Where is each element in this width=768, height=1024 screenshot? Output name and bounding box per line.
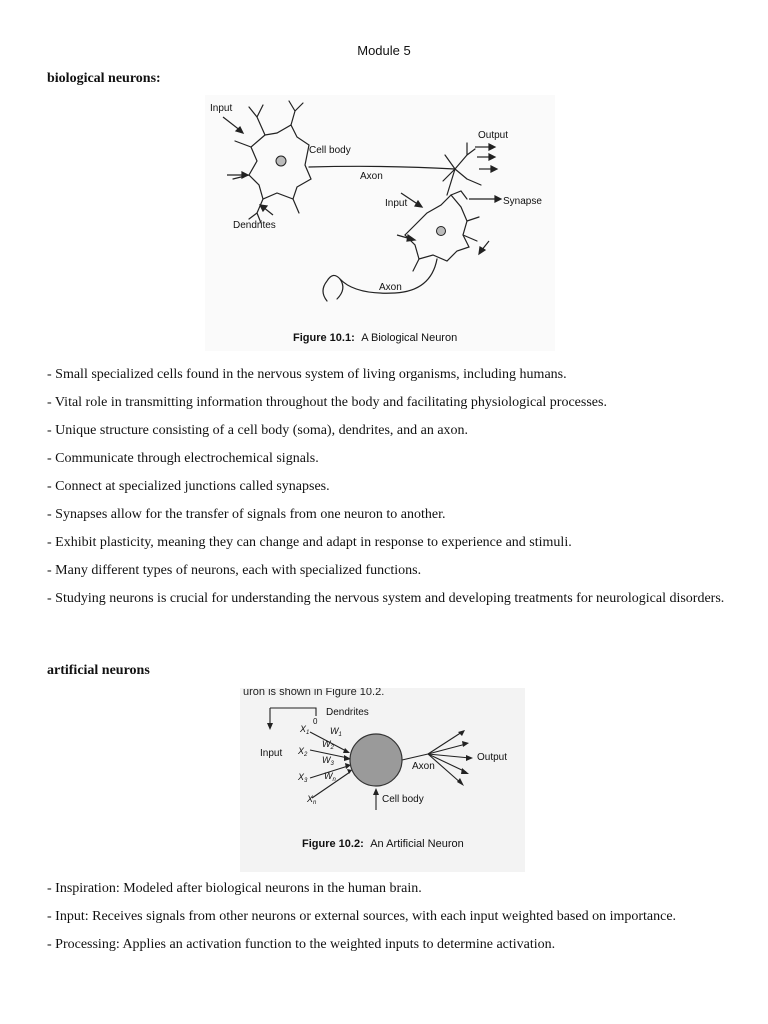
label-input: Input (260, 748, 283, 759)
svg-text:W2: $W_2$ (322, 739, 334, 751)
list-item: - Vital role in transmitting information throughout the body and facilitating physiological processes. (47, 395, 607, 410)
list-item: - Unique structure consisting of a cell body (soma), dendrites, and an axon. (47, 423, 469, 438)
label-dendrites: Dendrites (326, 707, 369, 718)
nucleus-1 (276, 156, 286, 166)
figure-10-1-caption: Figure 10.1: A Biological Neuron (293, 332, 458, 344)
module-title: Module 5 (357, 43, 411, 58)
label-cell-body: Cell body (309, 145, 351, 156)
list-item: - Synapses allow for the transfer of signals from one neuron to another. (47, 507, 446, 522)
biological-neurons-list (47, 366, 727, 618)
figure-10-2-caption: Figure 10.2: An Artificial Neuron (302, 838, 464, 850)
artificial-neuron-figure (240, 688, 525, 872)
list-item: - Processing: Applies an activation function to the weighted inputs to determine activation. (47, 937, 556, 952)
biological-neuron-figure (205, 95, 555, 351)
label-cell-body: Cell body (382, 794, 424, 805)
svg-text:W1: $W_1$ (330, 726, 342, 738)
svg-text:Xn: $X_n$ (307, 794, 317, 806)
svg-text:W3: $W_3$ (322, 755, 334, 767)
list-item: - Communicate through electrochemical signals. (47, 451, 319, 466)
label-input-2: Input (385, 198, 408, 209)
artificial-neurons-heading: artificial neurons (47, 663, 150, 678)
list-item: - Inspiration: Modeled after biological neurons in the human brain. (47, 881, 422, 896)
list-item: - Exhibit plasticity, meaning they can change and adapt in response to experience and stimuli. (47, 535, 572, 550)
label-axon: Axon (412, 761, 435, 772)
list-item: - Connect at specialized junctions called synapses. (47, 479, 330, 494)
label-axon-2: Axon (379, 282, 402, 293)
label-axon: Axon (360, 171, 383, 182)
artificial-neurons-list (47, 880, 727, 964)
list-item: - Many different types of neurons, each with specialized functions. (47, 563, 422, 578)
svg-text:X3: $X_3$ (298, 772, 308, 784)
svg-text:Wn: $W_n$ (324, 771, 336, 783)
label-synapse: Synapse (503, 196, 542, 207)
artificial-cell-body (350, 734, 402, 786)
figure-cutoff-text: uron is shown in Figure 10.2. (243, 688, 385, 698)
label-input: Input (210, 103, 233, 114)
svg-text:X2: $X_2$ (298, 746, 308, 758)
list-item: - Studying neurons is crucial for understanding the nervous system and developing treatments for neurological disorders. (47, 591, 725, 606)
svg-text:0: 0 (313, 717, 318, 726)
label-dendrites: Dendrites (233, 220, 276, 231)
label-output: Output (478, 130, 509, 141)
list-item: - Small specialized cells found in the nervous system of living organisms, including humans. (47, 367, 567, 382)
biological-neurons-heading: biological neurons: (47, 71, 161, 86)
nucleus-2 (437, 227, 446, 236)
list-item: - Input: Receives signals from other neurons or external sources, with each input weighted based on importance. (47, 909, 677, 924)
label-output: Output (477, 752, 508, 763)
svg-text:X1: $X_1$ (300, 724, 310, 736)
